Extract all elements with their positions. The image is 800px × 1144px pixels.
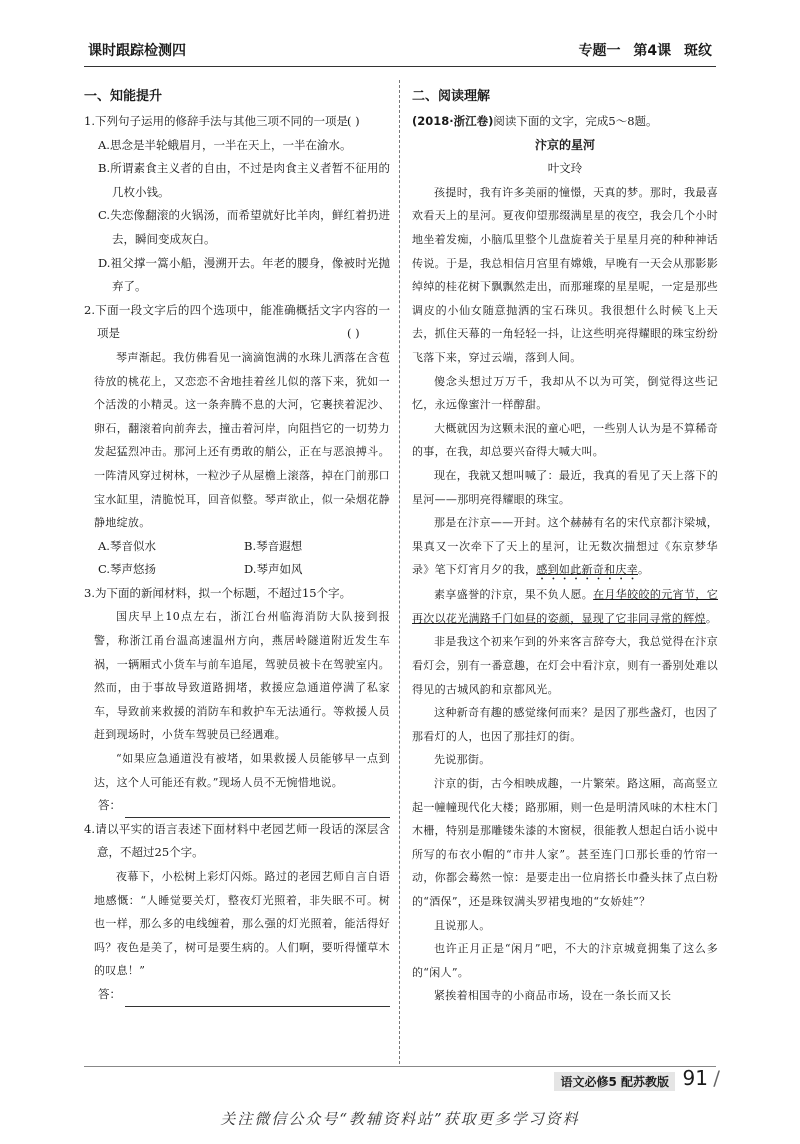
question-1: 1.下列句子运用的修辞手法与其他三项不同的一项是 ( ) xyxy=(84,114,360,128)
article-paragraph: 汴京的街，古今相映成趣，一片繁荣。路这厢，高高竖立起一幢幢现代化大楼；路那厢，则一色是明清风味的木柱木门木栅，特别是那雕镂朱漆的木窗棂，很能教人想起白话小说中所写的布衣小帽的“市井人家”。甚至连门口那长垂的竹帘一动，你都会蓦然一惊：是要走出一位肩搭长巾叠头抹了点白粉的“酒保”，还是珠钗满头罗裙曳地的“女娇娃”？ xyxy=(412,777,718,908)
q2-option-a: A.琴音似水 xyxy=(98,538,156,553)
article-author: 叶文玲 xyxy=(547,161,583,176)
article-paragraph: 孩提时，我有许多美丽的憧憬，天真的梦。那时，我最喜欢看天上的星河。夏夜仰望那缀满星星的夜空，我会几个小时地坐着发痴，小脑瓜里整个儿盘旋着关于星星月亮的种种神话传说。于是，我总相信月宫里有嫦娥，早晚有一天会从那影影绰绰的桂花树下飘飘然走出，而那璀璨的星星呢，一定是那些调皮的小仙女随意抛洒的宝石珠贝。我很想什么时候飞上天去，抓住天幕的一角轻轻一抖，让这些明亮得耀眼的珠宝纷纷飞落下来，穿过云端，落到人间。 xyxy=(412,185,718,364)
watermark-text: 关注微信公众号“教辅资料站”获取更多学习资料 xyxy=(220,1110,580,1128)
q3-answer-line[interactable] xyxy=(84,794,390,818)
question-3: 3.为下面的新闻材料，拟一个标题，不超过15个字。 xyxy=(84,585,352,600)
q4-answer-label: 答： xyxy=(98,986,121,1001)
article-paragraph: 傻念头想过万万千，我却从不以为可笑，倒觉得这些记忆，永远像蜜汁一样醇甜。 xyxy=(412,374,718,412)
source-tag: (2018·浙江卷) xyxy=(412,114,494,128)
question-4: 4.请以平实的语言表述下面材料中老园艺师一段话的深层含意，不超过25个字。 xyxy=(84,821,390,860)
article-paragraph: 紧挨着相国寺的小商品市场，设在一条长而又长 xyxy=(434,989,672,1003)
q4-answer-line[interactable] xyxy=(84,983,390,1007)
q2-option-b: B.琴音遐想 xyxy=(244,538,303,553)
source-text: 阅读下面的文字，完成5～8题。 xyxy=(493,114,658,128)
article-paragraph: 且说那人。 xyxy=(434,918,491,932)
q4-passage: 夜幕下，小松树上彩灯闪烁。路过的老园艺师自言自语地感慨：“人睡觉要关灯，整夜灯光照着，非失眠不可。树也一样，那么多的电线缠着，那么强的灯光照着，能活得好吗？夜色是美了，树可是要生病的。人们啊，要听得懂草木的叹息！” xyxy=(94,870,390,978)
q1-option-b: B.所谓素食主义者的自由，不过是肉食主义者暂不征用的几枚小钱。 xyxy=(98,161,390,199)
article-paragraph: 素享盛誉的汴京，果不负人愿。在月华皎皎的元宵节，它再次以花光满路千门如昼的姿颜，显现了它非同寻常的辉煌。 xyxy=(412,588,718,625)
q2-option-d: D.琴声如风 xyxy=(244,562,303,577)
article-paragraph: 这种新奇有趣的感觉缘何而来？是因了那些盏灯，也因了那看灯的人，也因了那挂灯的街。 xyxy=(412,706,718,743)
article-paragraph: 非是我这个初来乍到的外来客言辞夸大，我总觉得在汴京看灯会，别有一番意趣，在灯会中看汴京，则有一番别处难以得见的古城风韵和京都风光。 xyxy=(412,635,718,696)
left-column xyxy=(84,84,390,1007)
q2-option-c: C.琴声悠扬 xyxy=(98,562,157,577)
right-column xyxy=(412,84,718,1008)
footer-rule xyxy=(84,1066,716,1067)
q1-stem: 1.下列句子运用的修辞手法与其他三项不同的一项是 xyxy=(84,114,348,128)
q1-option-d: D.祖父撑一篙小船，漫溯开去。年老的腰身，像被时光抛弃了。 xyxy=(98,255,390,294)
test-title: 课时跟踪检测四 xyxy=(88,43,186,59)
article-title: 汴京的星河 xyxy=(534,137,595,152)
article-paragraph: 也许正月正是“闲月”吧，不大的汴京城竟拥集了这么多的“闲人”。 xyxy=(412,942,718,979)
question-2: 2.下面一段文字后的四个选项中，能准确概括文字内容的一项是 ( ) xyxy=(84,302,390,341)
underlined-phrase: 感到如此新奇和庆幸 xyxy=(536,563,639,577)
q3-passage-2: “如果应急通道没有被堵，如果救援人员能够早一点到达，这个人可能还有救。”现场人员不无惋惜地说。 xyxy=(94,752,390,789)
section-title-knowledge: 一、知能提升 xyxy=(84,89,163,104)
q2-options-row-2 xyxy=(84,558,390,582)
q2-passage: 琴声渐起。我仿佛看见一滴滴饱满的水珠儿洒落在含苞待放的桃花上，又恋恋不舍地挂着丝儿似的落下来，犹如一个活泼的小精灵。这一条奔腾不息的大河，它裹挟着泥沙、卵石，翻滚着向前奔去，撞击着河岸，向阻挡它的一切势力发起猛烈冲击。那河上还有勇敢的艄公，正在与恶浪搏斗。一阵清风穿过树林，一粒沙子从屋檐上滚落，掉在门前那口宝水缸里，清脆悦耳，回音似整。琴声欲止，似一朵烟花静静地绽放。 xyxy=(94,350,390,530)
q3-answer-label: 答： xyxy=(98,798,121,813)
q2-options-row-1 xyxy=(84,535,390,559)
column-divider xyxy=(399,80,400,1064)
article-paragraph: 先说那街。 xyxy=(434,753,491,767)
q2-stem: 2.下面一段文字后的四个选项中，能准确概括文字内容的一项是 xyxy=(84,302,390,341)
reading-source xyxy=(412,110,718,134)
article-paragraph: 现在，我就又想叫喊了：最近，我真的看见了天上落下的星河——那明亮得耀眼的珠宝。 xyxy=(412,468,718,506)
article-paragraph: 大概就因为这颗未泯的童心吧，一些别人认为是不算稀奇的事，在我，却总要兴奋得大喊大叫。 xyxy=(412,421,718,459)
page-number: 91 xyxy=(682,1066,708,1090)
lesson-header: 专题一 第4课 斑纹 xyxy=(578,43,712,59)
page-slash-decoration: / xyxy=(713,1066,720,1090)
header-rule xyxy=(84,66,716,67)
underlined-sentence: 在月华皎皎的元宵节，它再次以花光满路千门如昼的姿颜，显现了它非同寻常的辉煌 xyxy=(412,588,718,625)
book-label: 语文必修5 配苏教版 xyxy=(554,1072,675,1091)
section-title-reading: 二、阅读理解 xyxy=(412,89,491,104)
article-paragraph: 那是在汴京——开封。这个赫赫有名的宋代京都汴梁城，果真又一次牵下了天上的星河，让无数次揣想过《东京梦华录》笔下灯宵月夕的我，感到如此新奇和庆幸。 xyxy=(412,516,718,577)
q3-passage-1: 国庆早上10点左右，浙江台州临海消防大队接到报警，称浙江甬台温高速温州方向，燕居岭隧道附近发生车祸，一辆厢式小货车与前车追尾，驾驶员被卡在驾驶室内。然而，由于事故导致道路拥堵，救援应急通道停满了私家车，导致前来救援的消防车和救护车无法通行。等救援人员赶到现场时，小货车驾驶员已经遇难。 xyxy=(94,610,390,742)
q1-option-c: C.失恋像翻滚的火锅汤，而希望就好比羊肉，鲜红着扔进去，瞬间变成灰白。 xyxy=(98,208,390,246)
q1-option-a: A.思念是半轮蛾眉月，一半在天上，一半在渝水。 xyxy=(98,137,352,152)
